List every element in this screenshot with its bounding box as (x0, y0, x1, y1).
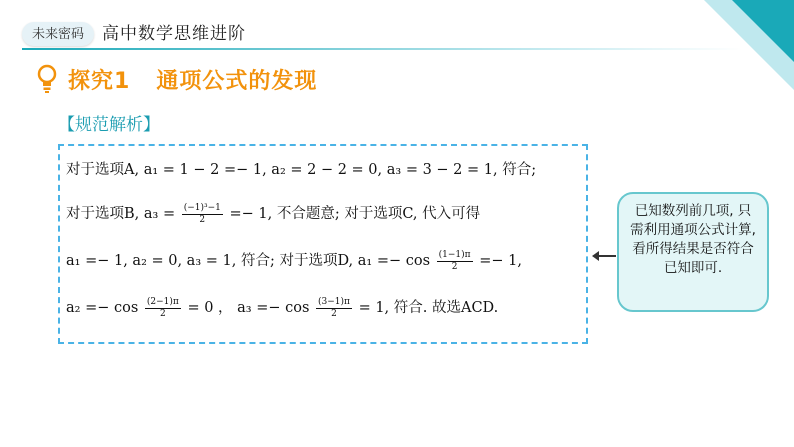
section-title (36, 62, 317, 96)
fraction-numerator: (2−1)π (146, 296, 179, 307)
solution-line-3 (66, 249, 522, 273)
line4-text-b: = 0 ， a₃ =− cos (187, 300, 310, 316)
section-heading: 通项公式的发现 (156, 68, 318, 94)
fraction (437, 250, 473, 273)
fraction-denominator: 2 (331, 308, 337, 319)
header (22, 22, 272, 48)
brand-badge: 未来密码 (22, 22, 94, 46)
fraction-denominator: 2 (159, 308, 166, 319)
solution-box (58, 144, 588, 344)
line4-text-c: = 1, 符合. 故选ACD. (358, 300, 499, 316)
fraction-numerator: (−1)³−1 (183, 202, 221, 213)
solution-line-1: 对于选项A, a₁ = 1 − 2 =− 1, a₂ = 2 − 2 = 0, a₃ = 3 − 2 = 1, 符合; (66, 162, 537, 178)
line2-text-a: 对于选项B, a₃ = (66, 206, 176, 222)
section-label: 探究1 (68, 68, 131, 94)
line2-text-b: =− 1, 不合题意; 对于选项C, 代入可得 (229, 206, 481, 222)
fraction (145, 297, 181, 320)
line3-text-a: a₁ =− 1, a₂ = 0, a₃ = 1, 符合; 对于选项D, a₁ =− cos (66, 253, 431, 269)
header-divider (22, 48, 742, 50)
fraction-denominator: 2 (199, 214, 206, 225)
line3-text-b: =− 1, (479, 253, 522, 269)
left-arrow-icon (594, 255, 616, 257)
subheading: 【规范解析】 (58, 115, 160, 135)
corner-decoration (732, 0, 794, 62)
lightbulb-icon (36, 64, 58, 94)
line4-text-a: a₂ =− cos (66, 300, 139, 316)
header-title: 高中数学思维进阶 (102, 24, 246, 44)
solution-line-2 (66, 202, 480, 226)
solution-line-4 (66, 296, 498, 320)
fraction-denominator: 2 (451, 261, 458, 272)
fraction-numerator: (1−1)π (438, 249, 471, 260)
fraction (182, 203, 223, 226)
fraction-numerator: (3−1)π (318, 296, 350, 307)
fraction (316, 297, 352, 320)
hint-note: 已知数列前几项, 只需利用通项公式计算,看所得结果是否符合已知即可. (617, 192, 769, 312)
